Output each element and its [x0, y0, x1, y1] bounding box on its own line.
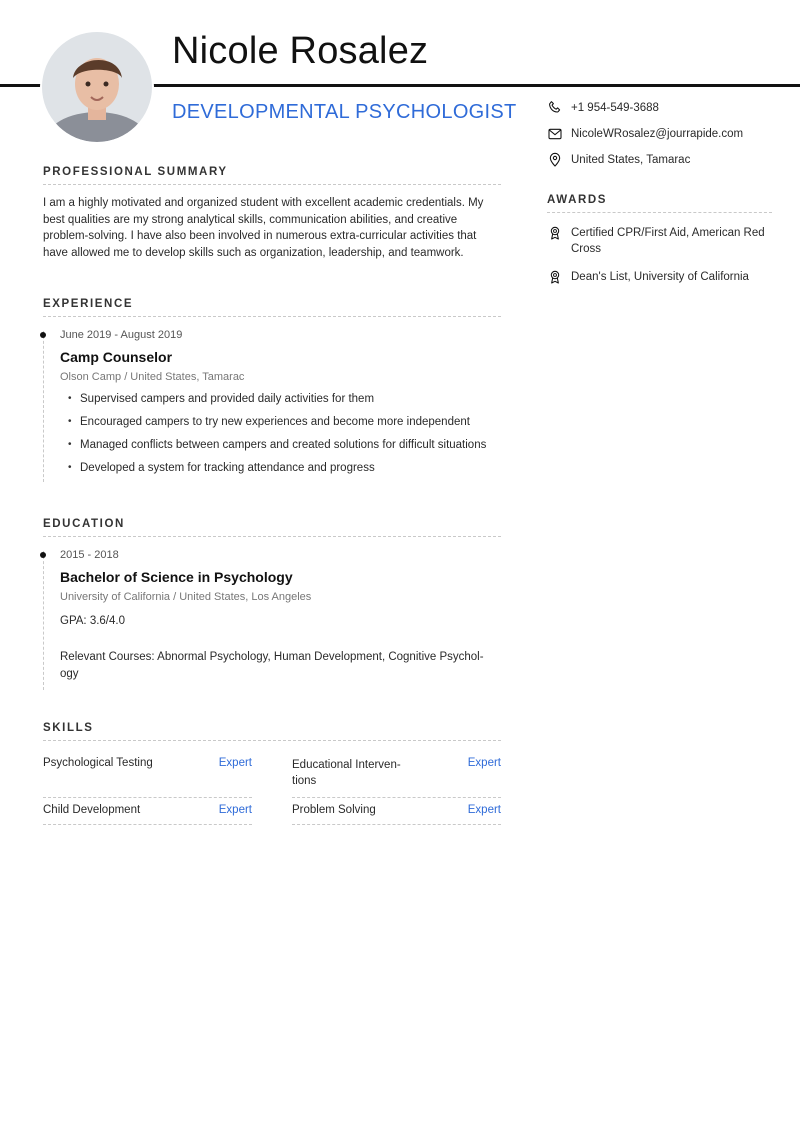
skill-row — [292, 751, 501, 798]
profile-photo — [42, 32, 152, 142]
award-ribbon-icon — [547, 225, 563, 241]
skill-row — [292, 798, 501, 825]
section-title-awards: AWARDS — [547, 194, 772, 213]
gpa-text: GPA: 3.6/4.0 — [60, 615, 125, 627]
skills-grid — [43, 751, 501, 825]
skills-section — [43, 722, 501, 825]
education-org: University of California / United States, Los Angeles — [60, 591, 312, 603]
degree-title: Bachelor of Science in Psychology — [60, 569, 293, 585]
skill-level: Expert — [467, 804, 501, 816]
skill-name: Child Development — [43, 804, 141, 816]
mail-icon — [547, 126, 563, 142]
job-title: DEVELOPMENTAL PSYCHOLOGIST — [172, 101, 517, 123]
experience-bullets — [60, 393, 501, 474]
awards-section — [547, 194, 772, 285]
skill-level: Expert — [218, 757, 252, 769]
skill-row — [43, 798, 252, 825]
location-text: United States, Tamarac — [571, 154, 691, 166]
experience-org: Olson Camp / United States, Tamarac — [60, 371, 245, 383]
education-dates: 2015 - 2018 — [60, 549, 119, 561]
avatar — [42, 32, 152, 142]
section-title-experience: EXPERIENCE — [43, 298, 501, 317]
contact-phone — [547, 100, 772, 116]
right-column — [547, 100, 772, 285]
award-item — [547, 225, 772, 257]
timeline-dot — [40, 552, 46, 558]
list-item: • Managed conflicts between campers and created solutions for difficult situations — [60, 439, 501, 451]
contact-email — [547, 126, 772, 142]
award-ribbon-icon — [547, 269, 563, 285]
experience-section — [43, 298, 501, 474]
skill-name: Problem Solving — [292, 804, 376, 816]
left-column — [43, 166, 501, 825]
section-title-skills: SKILLS — [43, 722, 501, 741]
education-section — [43, 518, 501, 682]
skill-level: Expert — [467, 757, 501, 769]
skill-level: Expert — [218, 804, 252, 816]
list-item: • Supervised campers and provided daily activities for them — [60, 393, 501, 405]
section-title-education: EDUCATION — [43, 518, 501, 537]
candidate-name: Nicole Rosalez — [172, 30, 429, 72]
experience-title: Camp Counselor — [60, 349, 173, 365]
award-text: Certified CPR/First Aid, American Red Cross — [571, 227, 765, 255]
location-pin-icon — [547, 152, 563, 168]
phone-icon — [547, 100, 563, 116]
skill-name: Educational Interven-tions — [292, 759, 401, 787]
list-item: • Encouraged campers to try new experiences and become more independent — [60, 416, 501, 428]
phone-text: +1 954-549-3688 — [571, 102, 659, 114]
award-item — [547, 269, 772, 285]
list-item: • Developed a system for tracking attendance and progress — [60, 462, 501, 474]
courses-text: Relevant Courses: Abnormal Psychology, Human Development, Cognitive Psychol-ogy — [60, 651, 484, 680]
email-text: NicoleWRosalez@jourrapide.com — [571, 128, 744, 140]
section-title-summary: PROFESSIONAL SUMMARY — [43, 166, 501, 185]
experience-item — [43, 329, 501, 474]
education-item — [43, 549, 501, 682]
experience-dates: June 2019 - August 2019 — [60, 329, 183, 341]
summary-section — [43, 166, 501, 261]
contact-location — [547, 152, 772, 168]
award-text: Dean's List, University of California — [571, 271, 749, 283]
timeline-dot — [40, 332, 46, 338]
summary-text: I am a highly motivated and organized student with excellent academic credentials. My best qualities are my strong analytical skills, communication abilities, and creative problem-solving. I have also been involved in numerous extra-curricular activities that have allowed me to develop skills such as organization, leadership, and teamwork. — [43, 197, 484, 259]
skill-row — [43, 751, 252, 798]
skill-name: Psychological Testing — [43, 757, 153, 769]
